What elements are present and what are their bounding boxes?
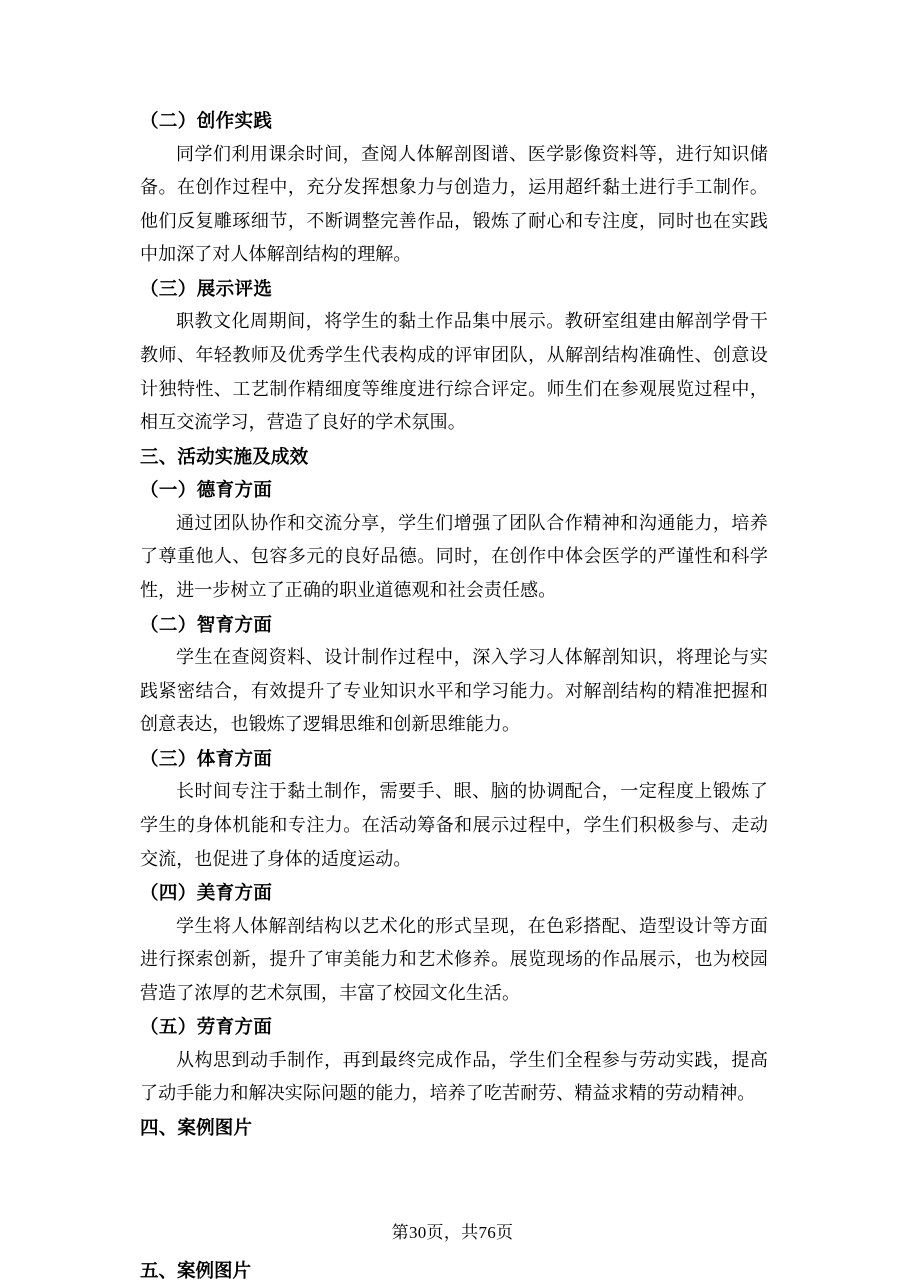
section-heading: （四）美育方面 [140, 882, 273, 904]
paragraph: 学生在查阅资料、设计制作过程中，深入学习人体解剖知识，将理论与实践紧密结合，有效提升了专业知识水平和学习能力。对解剖结构的精准把握和创意表达，也锻炼了逻辑思维和创新思维能力。 [140, 647, 768, 735]
paragraph: 职教文化周期间，将学生的黏土作品集中展示。教研室组建由解剖学骨干教师、年轻教师及优秀学生代表构成的评审团队，从解剖结构准确性、创意设计独特性、工艺制作精细度等维度进行综合评定。师生们在参观展览过程中，相互交流学习，营造了良好的学术氛围。 [140, 311, 768, 433]
paragraph: 同学们利用课余时间，查阅人体解剖图谱、医学影像资料等，进行知识储备。在创作过程中，充分发挥想象力与创造力，运用超纤黏土进行手工制作。他们反复雕琢细节，不断调整完善作品，锻炼了耐心和专注度，同时也在实践中加深了对人体解剖结构的理解。 [140, 143, 768, 265]
next-section-heading: 五、案例图片 [140, 1260, 252, 1280]
section-heading: （一）德育方面 [140, 479, 273, 501]
page-footer [0, 1218, 905, 1243]
section-heading: （三）展示评选 [140, 277, 273, 299]
section-heading: （二）创作实践 [140, 110, 273, 131]
section-heading: （三）体育方面 [140, 747, 273, 769]
section-heading: （二）智育方面 [140, 613, 273, 635]
paragraph: 学生将人体解剖结构以艺术化的形式呈现，在色彩搭配、造型设计等方面进行探索创新，提升了审美能力和艺术修养。展览现场的作品展示，也为校园营造了浓厚的艺术氛围，丰富了校园文化生活。 [140, 915, 768, 1003]
document-body [140, 104, 768, 1145]
section-heading: （五）劳育方面 [140, 1016, 273, 1038]
paragraph: 通过团队协作和交流分享，学生们增强了团队合作精神和沟通能力，培养了尊重他人、包容多元的良好品德。同时，在创作中体会医学的严谨性和科学性，进一步树立了正确的职业道德观和社会责任感。 [140, 512, 768, 600]
section-heading-major: 四、案例图片 [140, 1117, 253, 1139]
paragraph: 长时间专注于黏土制作，需要手、眼、脑的协调配合，一定程度上锻炼了学生的身体机能和专注力。在活动筹备和展示过程中，学生们积极参与、走动交流，也促进了身体的适度运动。 [140, 781, 768, 869]
section-heading-major: 三、活动实施及成效 [140, 445, 309, 467]
paragraph: 从构思到动手制作，再到最终完成作品，学生们全程参与劳动实践，提高了动手能力和解决实际问题的能力，培养了吃苦耐劳、精益求精的劳动精神。 [140, 1049, 768, 1104]
page-number: 第30页，共76页 [391, 1223, 514, 1242]
